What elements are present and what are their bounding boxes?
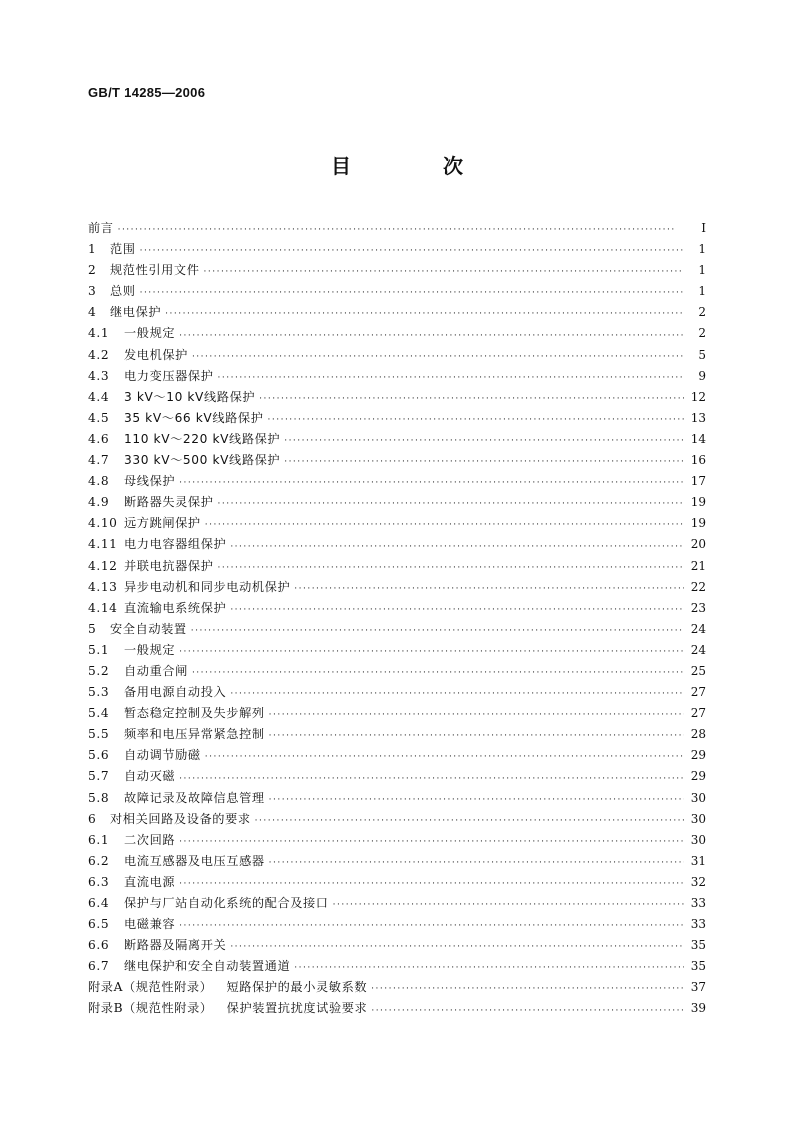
toc-entry-label bbox=[88, 302, 161, 323]
toc-entry-number: 5.1 bbox=[88, 642, 110, 657]
toc-entry-number: 3 bbox=[88, 284, 97, 299]
toc-entry-title: 保护装置抗扰度试验要求 bbox=[226, 1001, 368, 1016]
toc-entry-number: 4.14 bbox=[88, 600, 118, 615]
toc-dot-leader bbox=[204, 264, 684, 281]
toc-entry-number: 4.13 bbox=[88, 579, 118, 594]
toc-dot-leader bbox=[192, 349, 684, 366]
toc-entry-page: 24 bbox=[690, 621, 706, 636]
toc-entry-page: 30 bbox=[690, 832, 706, 847]
toc-entry-number: 6.7 bbox=[88, 959, 110, 974]
toc-dot-leader bbox=[140, 285, 684, 302]
toc-entry[interactable] bbox=[88, 366, 706, 387]
toc-entry[interactable] bbox=[88, 387, 706, 408]
toc-entry-page: 28 bbox=[690, 727, 706, 742]
toc-entry-page: 23 bbox=[690, 600, 706, 615]
toc-entry-page: 19 bbox=[690, 516, 706, 531]
toc-entry-label bbox=[88, 345, 188, 366]
toc-entry-page: 20 bbox=[690, 537, 706, 552]
toc-dot-leader bbox=[179, 834, 684, 851]
toc-entry-label bbox=[88, 956, 290, 977]
toc-entry-title: 直流输电系统保护 bbox=[124, 600, 227, 615]
toc-dot-leader bbox=[205, 517, 684, 534]
toc-entry-title: 规范性引用文件 bbox=[110, 263, 200, 278]
toc-entry-number: 5.7 bbox=[88, 769, 110, 784]
toc-entry-title: 范围 bbox=[110, 242, 136, 257]
toc-entry-number: 1 bbox=[88, 242, 97, 257]
toc-entry-number: 4.11 bbox=[88, 537, 118, 552]
toc-entry-label bbox=[88, 935, 226, 956]
toc-entry[interactable] bbox=[88, 809, 706, 830]
toc-entry[interactable] bbox=[88, 872, 706, 893]
toc-entry-page: 29 bbox=[690, 748, 706, 763]
toc-dot-leader bbox=[333, 897, 684, 914]
toc-dot-leader bbox=[179, 918, 684, 935]
toc-entry-number: 5.3 bbox=[88, 685, 110, 700]
toc-entry-number: 4.10 bbox=[88, 516, 118, 531]
toc-dot-leader bbox=[268, 412, 685, 429]
toc-entry-label bbox=[88, 408, 264, 429]
toc-dot-leader bbox=[218, 370, 684, 387]
toc-entry-title: 并联电抗器保护 bbox=[124, 558, 214, 573]
toc-entry[interactable] bbox=[88, 998, 706, 1019]
toc-entry[interactable] bbox=[88, 598, 706, 619]
toc-entry[interactable] bbox=[88, 577, 706, 598]
toc-entry-label bbox=[88, 450, 280, 471]
toc-entry-label bbox=[88, 977, 367, 998]
toc-dot-leader bbox=[165, 306, 684, 323]
toc-entry-title: 断路器及隔离开关 bbox=[124, 938, 227, 953]
toc-entry-title: 远方跳闸保护 bbox=[124, 516, 201, 531]
toc-dot-leader bbox=[218, 560, 684, 577]
toc-entry[interactable] bbox=[88, 492, 706, 513]
toc-entry-number: 4.4 bbox=[88, 389, 110, 404]
toc-entry-page: 19 bbox=[690, 495, 706, 510]
toc-entry-page: 2 bbox=[698, 305, 706, 320]
toc-entry-label bbox=[88, 830, 175, 851]
toc-entry-page: 2 bbox=[698, 326, 706, 341]
toc-entry-page: 35 bbox=[690, 938, 706, 953]
toc-entry[interactable] bbox=[88, 408, 706, 429]
toc-dot-leader bbox=[179, 644, 684, 661]
toc-entry-title: 电力变压器保护 bbox=[124, 368, 214, 383]
toc-entry-number: 4.12 bbox=[88, 558, 118, 573]
toc-entry-page: 27 bbox=[690, 685, 706, 700]
toc-dot-leader bbox=[269, 855, 684, 872]
toc-entry[interactable] bbox=[88, 450, 706, 471]
toc-entry[interactable] bbox=[88, 661, 706, 682]
toc-entry-page: 37 bbox=[690, 980, 706, 995]
toc-entry-number: 4.8 bbox=[88, 474, 110, 489]
toc-entry-label bbox=[88, 619, 187, 640]
toc-entry-title: 直流电源 bbox=[124, 874, 176, 889]
toc-entry-label bbox=[88, 745, 201, 766]
toc-entry-label bbox=[88, 260, 200, 281]
toc-entry-number: 2 bbox=[88, 263, 97, 278]
toc-entry-number: 附录A（规范性附录） bbox=[88, 980, 213, 995]
toc-dot-leader bbox=[205, 749, 684, 766]
toc-entry-title: 自动灭磁 bbox=[124, 769, 176, 784]
toc-entry-number: 5.5 bbox=[88, 727, 110, 742]
toc-entry[interactable] bbox=[88, 703, 706, 724]
toc-entry[interactable] bbox=[88, 893, 706, 914]
toc-entry-page: 14 bbox=[690, 431, 706, 446]
toc-dot-leader bbox=[294, 960, 684, 977]
toc-entry-title: 一般规定 bbox=[124, 326, 176, 341]
toc-entry-label bbox=[88, 556, 214, 577]
toc-entry-page: I bbox=[701, 221, 706, 235]
toc-dot-leader bbox=[192, 665, 684, 682]
toc-dot-leader bbox=[230, 939, 684, 956]
toc-entry-number: 6.4 bbox=[88, 896, 110, 910]
toc-entry-label bbox=[88, 872, 175, 893]
toc-dot-leader bbox=[269, 792, 684, 809]
toc-entry-label bbox=[88, 429, 280, 450]
toc-entry-number: 4.1 bbox=[88, 326, 110, 341]
toc-entry-page: 33 bbox=[690, 896, 706, 910]
toc-entry[interactable] bbox=[88, 935, 706, 956]
toc-entry[interactable] bbox=[88, 345, 706, 366]
toc-entry-page: 27 bbox=[690, 706, 706, 721]
toc-dot-leader bbox=[179, 328, 684, 345]
toc-entry-label bbox=[88, 788, 265, 809]
toc-entry-title: 暂态稳定控制及失步解列 bbox=[124, 706, 265, 721]
toc-entry-title: 总则 bbox=[110, 284, 136, 299]
toc-entry-label bbox=[88, 323, 175, 344]
toc-entry-title: 110 kV～220 kV线路保护 bbox=[124, 431, 281, 446]
toc-entry-number: 4 bbox=[88, 305, 97, 320]
toc-entry-number: 4.2 bbox=[88, 347, 110, 362]
toc-entry-page: 13 bbox=[690, 410, 706, 425]
toc-dot-leader bbox=[294, 581, 684, 598]
toc-entry-label bbox=[88, 724, 265, 745]
toc-entry-title: 电流互感器及电压互感器 bbox=[124, 853, 265, 868]
toc-entry-page: 25 bbox=[690, 663, 706, 678]
toc-entry[interactable] bbox=[88, 745, 706, 766]
toc-entry-number: 4.6 bbox=[88, 431, 110, 446]
toc-entry-page: 1 bbox=[698, 284, 706, 299]
toc-entry-label bbox=[88, 598, 226, 619]
toc-entry-page: 24 bbox=[690, 642, 706, 657]
toc-entry-page: 30 bbox=[690, 811, 706, 826]
toc-entry-number: 4.7 bbox=[88, 453, 110, 468]
toc-entry[interactable] bbox=[88, 323, 706, 344]
toc-entry-page: 35 bbox=[690, 959, 706, 974]
toc-entry-label bbox=[88, 471, 175, 492]
toc-entry[interactable] bbox=[88, 830, 706, 851]
toc-entry-title: 继电保护和安全自动装置通道 bbox=[124, 959, 291, 974]
toc-entry-label bbox=[88, 281, 136, 302]
toc-entry-label bbox=[88, 766, 175, 787]
toc-dot-leader bbox=[284, 433, 684, 450]
toc-dot-leader bbox=[269, 707, 684, 724]
toc-entry-page: 29 bbox=[690, 769, 706, 784]
toc-entry-title: 保护与厂站自动化系统的配合及接口 bbox=[124, 896, 329, 910]
page-title: 目 次 bbox=[331, 154, 499, 178]
toc-dot-leader bbox=[179, 876, 684, 893]
toc-entry-title: 安全自动装置 bbox=[110, 621, 187, 636]
toc-dot-leader bbox=[371, 981, 684, 998]
toc-entry-page: 39 bbox=[690, 1001, 706, 1016]
toc-dot-leader bbox=[255, 813, 684, 830]
toc-entry-label bbox=[88, 851, 265, 872]
toc-entry-title: 频率和电压异常紧急控制 bbox=[124, 727, 265, 742]
toc-entry-label bbox=[88, 387, 255, 408]
standard-code: GB/T 14285—2006 bbox=[88, 85, 206, 100]
toc-entry-number: 6.2 bbox=[88, 853, 110, 868]
toc-entry-page: 31 bbox=[690, 853, 706, 868]
toc-entry[interactable] bbox=[88, 914, 706, 935]
toc-entry-title: 自动调节励磁 bbox=[124, 748, 201, 763]
toc-entry[interactable] bbox=[88, 260, 706, 281]
toc-entry-title: 330 kV～500 kV线路保护 bbox=[124, 453, 281, 468]
toc-entry[interactable] bbox=[88, 851, 706, 872]
toc-entry-page: 1 bbox=[698, 242, 706, 257]
toc-dot-leader bbox=[230, 602, 684, 619]
toc-entry[interactable] bbox=[88, 977, 706, 998]
toc-entry-number: 5.8 bbox=[88, 790, 110, 805]
toc-entry-number: 6.1 bbox=[88, 832, 110, 847]
toc-entry-number: 附录B（规范性附录） bbox=[88, 1001, 213, 1016]
toc-entry-number: 5 bbox=[88, 621, 97, 636]
toc-entry[interactable] bbox=[88, 281, 706, 302]
toc-entry-page: 32 bbox=[690, 874, 706, 889]
toc-entry-number: 6.5 bbox=[88, 917, 110, 932]
toc-entry-label bbox=[88, 239, 136, 260]
toc-entry-title: 备用电源自动投入 bbox=[124, 685, 227, 700]
toc-entry-label bbox=[88, 809, 251, 830]
toc-dot-leader bbox=[118, 222, 684, 239]
toc-entry-title: 二次回路 bbox=[124, 832, 176, 847]
toc-entry-label bbox=[88, 534, 226, 555]
toc-entry-label bbox=[88, 682, 226, 703]
toc-entry[interactable] bbox=[88, 766, 706, 787]
toc-entry-page: 16 bbox=[690, 453, 706, 468]
toc-dot-leader bbox=[140, 243, 684, 260]
toc-entry[interactable] bbox=[88, 534, 706, 555]
toc-entry[interactable] bbox=[88, 956, 706, 977]
toc-entry-number: 4.9 bbox=[88, 495, 110, 510]
toc-entry-title: 前言 bbox=[88, 221, 114, 235]
toc-entry-number: 6.6 bbox=[88, 938, 110, 953]
toc-entry[interactable] bbox=[88, 640, 706, 661]
toc-entry[interactable] bbox=[88, 619, 706, 640]
toc-entry[interactable] bbox=[88, 724, 706, 745]
toc-entry-label bbox=[88, 914, 175, 935]
toc-dot-leader bbox=[259, 391, 684, 408]
toc-entry[interactable] bbox=[88, 239, 706, 260]
toc-entry[interactable] bbox=[88, 788, 706, 809]
toc-entry[interactable] bbox=[88, 682, 706, 703]
toc-entry-number: 4.5 bbox=[88, 410, 110, 425]
toc-dot-leader bbox=[284, 454, 684, 471]
toc-entry-label bbox=[88, 998, 367, 1019]
toc-entry-label bbox=[88, 513, 201, 534]
toc-entry-number: 4.3 bbox=[88, 368, 110, 383]
toc-entry-number: 5.4 bbox=[88, 706, 110, 721]
toc-entry[interactable] bbox=[88, 471, 706, 492]
toc-entry[interactable] bbox=[88, 429, 706, 450]
toc-entry-label bbox=[88, 640, 175, 661]
toc-entry-label bbox=[88, 492, 214, 513]
toc-entry-label bbox=[88, 893, 329, 914]
toc-entry[interactable] bbox=[88, 218, 706, 239]
toc-entry-page: 5 bbox=[698, 347, 706, 362]
toc-dot-leader bbox=[269, 728, 684, 745]
toc-entry-page: 22 bbox=[690, 579, 706, 594]
toc-dot-leader bbox=[179, 771, 684, 788]
toc-entry-number: 5.6 bbox=[88, 748, 110, 763]
toc-entry-title: 异步电动机和同步电动机保护 bbox=[124, 579, 291, 594]
toc-dot-leader bbox=[218, 496, 684, 513]
toc-entry-number: 6 bbox=[88, 811, 97, 826]
toc-entry-title: 故障记录及故障信息管理 bbox=[124, 790, 265, 805]
toc-entry-title: 35 kV～66 kV线路保护 bbox=[124, 410, 264, 425]
toc-entry-page: 12 bbox=[690, 389, 706, 404]
toc-entry[interactable] bbox=[88, 556, 706, 577]
toc-entry-label bbox=[88, 577, 290, 598]
toc-entry-label bbox=[88, 366, 214, 387]
toc-dot-leader bbox=[230, 686, 684, 703]
toc-dot-leader bbox=[230, 539, 684, 556]
toc-entry-title: 继电保护 bbox=[110, 305, 162, 320]
toc-entry-title: 断路器失灵保护 bbox=[124, 495, 214, 510]
toc-entry-title: 电力电容器组保护 bbox=[124, 537, 227, 552]
toc-dot-leader bbox=[371, 1003, 684, 1020]
toc-entry-title: 短路保护的最小灵敏系数 bbox=[226, 980, 368, 995]
toc-entry-title: 自动重合闸 bbox=[124, 663, 188, 678]
toc-entry-title: 电磁兼容 bbox=[124, 917, 176, 932]
toc-entry-page: 1 bbox=[698, 263, 706, 278]
toc-entry-page: 30 bbox=[690, 790, 706, 805]
toc-entry-label bbox=[88, 703, 265, 724]
toc-dot-leader bbox=[179, 475, 684, 492]
toc-entry-page: 17 bbox=[690, 474, 706, 489]
toc-entry-number: 6.3 bbox=[88, 874, 110, 889]
toc-entry-title: 对相关回路及设备的要求 bbox=[110, 811, 251, 826]
toc-entry[interactable] bbox=[88, 302, 706, 323]
toc-entry-page: 33 bbox=[690, 917, 706, 932]
toc-entry-title: 母线保护 bbox=[124, 474, 176, 489]
toc-entry-page: 9 bbox=[698, 368, 706, 383]
toc-entry-number: 5.2 bbox=[88, 663, 110, 678]
toc-entry[interactable] bbox=[88, 513, 706, 534]
toc-dot-leader bbox=[191, 623, 684, 640]
table-of-contents bbox=[88, 218, 706, 1020]
toc-entry-title: 发电机保护 bbox=[124, 347, 188, 362]
toc-entry-title: 一般规定 bbox=[124, 642, 176, 657]
toc-entry-label bbox=[88, 218, 114, 239]
toc-entry-label bbox=[88, 661, 188, 682]
toc-entry-title: 3 kV～10 kV线路保护 bbox=[124, 389, 256, 404]
toc-entry-page: 21 bbox=[690, 558, 706, 573]
